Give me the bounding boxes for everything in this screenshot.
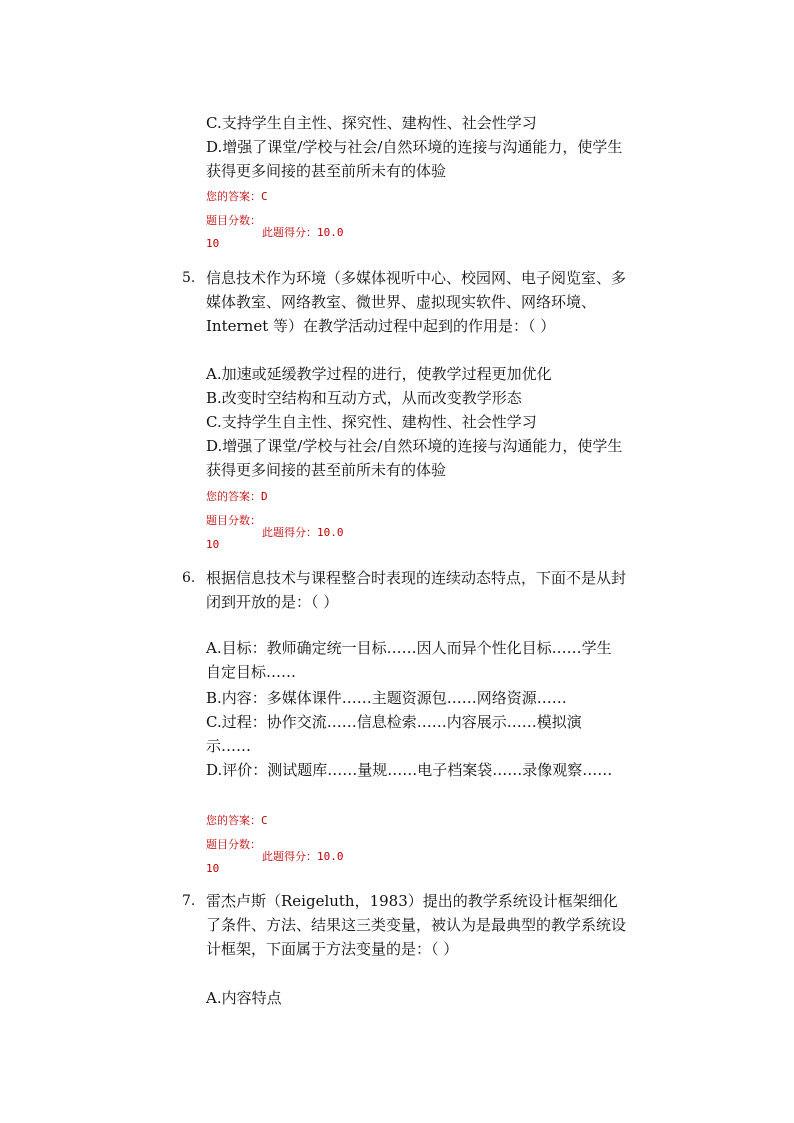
q5-question-text: 信息技术作为环境（多媒体视听中心、校园网、电子阅览室、多媒体教室、网络教室、微世界、虚拟现实软件、网络环境、Internet 等）在教学活动过程中起到的作用是：（ ） [206,269,627,335]
q4-answer-value: C [261,190,268,203]
q5-got-score [262,526,344,540]
q7-option-a: A.内容特点 [206,989,282,1007]
q4-got-score [262,226,344,240]
q6-score-label: 题目分数： [206,838,261,851]
q5-score-label: 题目分数： [206,514,261,527]
q6-option-a: A.目标：教师确定统一目标……因人而异个性化目标……学生自定目标…… [206,639,612,681]
q5-option-d: D.增强了课堂/学校与社会/自然环境的连接与沟通能力，使学生获得更多间接的甚至前所未有的体验 [206,437,623,479]
q6-score-value: 10 [206,862,220,875]
q5-option-b: B.改变时空结构和互动方式，从而改变教学形态 [206,389,522,407]
q5-your-answer [206,490,268,504]
q4-score-value: 10 [206,237,220,250]
q5-number: 5. [182,270,196,286]
q6-option-c: C.过程：协作交流……信息检索……内容展示……模拟演示…… [206,713,582,755]
q6-got-score [262,850,344,864]
q6-got-value: 10.0 [317,850,344,863]
q4-got-value: 10.0 [317,226,344,239]
q7-question-text: 雷杰卢斯（Reigeluth，1983）提出的教学系统设计框架细化了条件、方法、结果这三类变量，被认为是最典型的教学系统设计框架，下面属于方法变量的是：（ ） [206,892,627,958]
your-answer-label: 您的答案： [206,190,261,203]
got-label: 此题得分： [262,850,317,863]
q6-option-d: D.评价：测试题库……量规……电子档案袋……录像观察…… [206,761,613,779]
q5-answer-value: D [261,490,268,503]
q4-score-label: 题目分数： [206,214,261,227]
q5-option-a: A.加速或延缓教学过程的进行，使教学过程更加优化 [206,365,552,383]
your-answer-label: 您的答案： [206,814,261,827]
got-label: 此题得分： [262,526,317,539]
q6-your-answer [206,814,268,828]
q7-number: 7. [182,893,196,909]
q5-score-value: 10 [206,538,220,551]
q6-answer-value: C [261,814,268,827]
q6-question-text: 根据信息技术与课程整合时表现的连续动态特点，下面不是从封闭到开放的是：（ ） [206,569,627,611]
got-label: 此题得分： [262,226,317,239]
q5-option-c: C.支持学生自主性、探究性、建构性、社会性学习 [206,413,537,431]
q4-your-answer [206,190,268,204]
q6-option-b: B.内容：多媒体课件……主题资源包……网络资源…… [206,689,567,707]
q4-option-c: C.支持学生自主性、探究性、建构性、社会性学习 [206,114,537,132]
q4-option-d: D.增强了课堂/学校与社会/自然环境的连接与沟通能力，使学生获得更多间接的甚至前所未有的体验 [206,138,623,180]
q5-got-value: 10.0 [317,526,344,539]
q6-number: 6. [182,570,196,586]
your-answer-label: 您的答案： [206,490,261,503]
